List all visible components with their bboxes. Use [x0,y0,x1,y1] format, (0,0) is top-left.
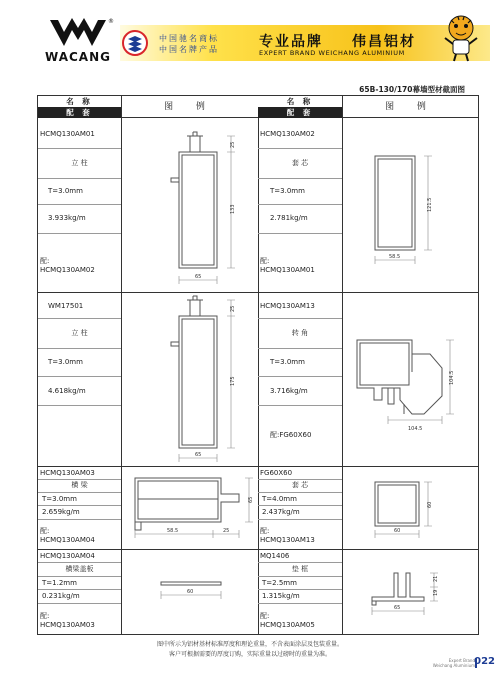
match-prefix: 配: [260,527,270,535]
profile-thickness: T=4.0mm [262,495,297,503]
dimension-label: 60 [427,501,433,508]
dimension-label: 60 [394,528,401,534]
profile-thickness: T=2.5mm [262,579,297,587]
match-code: HCMQ130AM03 [40,621,95,629]
dimension-label: 65 [248,496,254,503]
match-prefix: 配: [260,612,270,620]
col-divider [258,96,259,634]
match-inline: 配:FG60X60 [270,431,312,439]
dimension-label: 60 [187,589,194,595]
pair-label: 配 套 [38,107,121,118]
dimension-label: 58.5 [389,254,401,260]
brand-slogan: 专业品牌 [259,34,323,50]
cell-line [38,492,121,493]
dimension-label: 25 [223,528,230,534]
cell-line [38,603,121,604]
profile-weight: 3.716kg/m [270,387,308,395]
dimension-label: 21 [433,575,439,582]
footer-brand [433,658,475,668]
cell-line [38,233,121,234]
profile-weight: 2.437kg/m [262,508,300,516]
cell-line [258,576,342,577]
footer-note-line-2: 客户可根据需要的厚度订购，实际重量以过磅时的重量为准。 [168,651,331,658]
cell-line [258,505,342,506]
cell-line [258,405,342,406]
profile-drawing-transom-cover [121,549,258,635]
cell-line [38,576,121,577]
footer-note [60,640,440,660]
profile-code: FG60X60 [260,469,293,477]
cell-line [258,519,342,520]
profile-name: 横 梁 [71,481,88,489]
famous-brand-emblem-icon [122,30,148,56]
match-prefix: 配: [260,257,270,265]
cell-line [38,479,121,480]
profile-drawing-core-sleeve [342,118,479,292]
cell-line [258,376,342,377]
logo-text: WACANG [45,50,111,64]
pair-label: 配 套 [258,107,342,118]
wacang-logo-mark-icon [46,18,110,48]
profile-weight: 2.659kg/m [42,508,80,516]
profile-drawing-mullion-130 [121,118,258,292]
cell-line [258,348,342,349]
tiger-mascot-icon [440,12,482,62]
profile-thickness: T=3.0mm [48,187,83,195]
profile-weight: 3.933kg/m [48,214,86,222]
match-prefix: 配: [40,612,50,620]
dimension-label: 104.5 [449,370,455,385]
dimension-label: 25 [230,141,236,148]
cell-line [38,505,121,506]
profile-code: HCMQ130AM13 [260,302,315,310]
honor-title-2: 中国名牌产品 [159,45,219,54]
cell-line [258,562,342,563]
dimension-label: 19 [433,589,439,596]
match-prefix: 配: [40,257,50,265]
profile-name: 套 芯 [291,481,309,489]
name-label: 名 称 [66,97,93,106]
dimension-label: 175 [230,376,236,386]
profile-thickness: T=3.0mm [270,187,305,195]
cell-line [258,148,342,149]
match-code: HCMQ130AM01 [260,266,315,274]
brand-english: EXPERT BRAND WEICHANG ALUMINIUM [259,49,405,57]
profile-thickness: T=3.0mm [48,358,83,366]
profile-name: 垫 框 [291,565,309,573]
dimension-label: 104.5 [408,426,423,432]
cell-line [38,204,121,205]
honor-title-1: 中国驰名商标 [159,34,219,43]
cell-line [258,318,342,319]
cell-line [258,204,342,205]
profile-table [37,95,479,635]
cell-line [38,318,121,319]
dimension-label: 25 [230,305,236,312]
footer-brand-line-1: Expert Brand [448,658,475,663]
registered-mark: ® [108,18,114,25]
brand-name: 伟昌铝材 [352,34,416,50]
right-figure-header: 图 例 [342,96,479,118]
dimension-label: 65 [195,274,202,280]
cell-line [38,589,121,590]
cell-line [258,492,342,493]
profile-name: 立 柱 [71,329,88,337]
profile-name: 横梁盖板 [65,565,94,573]
profile-code: HCMQ130AM02 [260,130,315,138]
dimension-label: 65 [195,452,202,458]
left-name-header [38,96,121,118]
match-code: HCMQ130AM04 [40,536,95,544]
cell-line [38,148,121,149]
profile-code: HCMQ130AM03 [40,469,95,477]
page-title: 65B-130/170幕墙型材截面图 [359,85,465,94]
page-header [0,0,503,82]
wacang-logo [38,18,118,68]
profile-thickness: T=1.2mm [42,579,77,587]
profile-weight: 1.315kg/m [262,592,300,600]
cell-line [258,178,342,179]
profile-weight: 2.781kg/m [270,214,308,222]
profile-drawing-corner [342,292,479,466]
footer-brand-line-2: Weichang Aluminium [432,663,475,668]
profile-name: 立 柱 [71,159,88,167]
left-figure-header: 图 例 [121,96,258,118]
cell-line [38,562,121,563]
page-number: 022 [474,656,495,667]
dimension-label: 133 [230,204,236,214]
profile-code: MQ1406 [260,552,290,560]
profile-drawing-spacer-frame [342,549,479,635]
match-code: HCMQ130AM13 [260,536,315,544]
profile-weight: 0.231kg/m [42,592,80,600]
cell-line [258,233,342,234]
cell-line [38,348,121,349]
cell-line [38,405,121,406]
profile-code: HCMQ130AM01 [40,130,95,138]
footer-note-line-1: 图中所示为铝材基材标准厚度和理论重量，不含表面涂层及包装重量。 [156,641,343,648]
name-label: 名 称 [286,97,314,106]
right-name-header [258,96,342,118]
dimension-label: 121.5 [427,197,433,212]
cell-line [258,603,342,604]
profile-drawing-square-tube [342,466,479,549]
cell-line [38,178,121,179]
cell-line [38,376,121,377]
profile-code: HCMQ130AM04 [40,552,95,560]
honor-titles [159,33,219,55]
dimension-label: 65 [394,605,401,611]
profile-weight: 4.618kg/m [48,387,86,395]
profile-code: WM17501 [48,302,84,310]
cell-line [38,519,121,520]
match-code: HCMQ130AM02 [40,266,95,274]
profile-name: 转 角 [291,329,309,337]
profile-name: 套 芯 [291,159,309,167]
profile-drawing-transom [121,466,258,549]
profile-thickness: T=3.0mm [270,358,305,366]
match-prefix: 配: [40,527,50,535]
cell-line [258,589,342,590]
cell-line [258,479,342,480]
match-code: HCMQ130AM05 [260,621,315,629]
dimension-label: 58.5 [167,528,179,534]
profile-drawing-mullion-175 [121,292,258,466]
profile-thickness: T=3.0mm [42,495,77,503]
